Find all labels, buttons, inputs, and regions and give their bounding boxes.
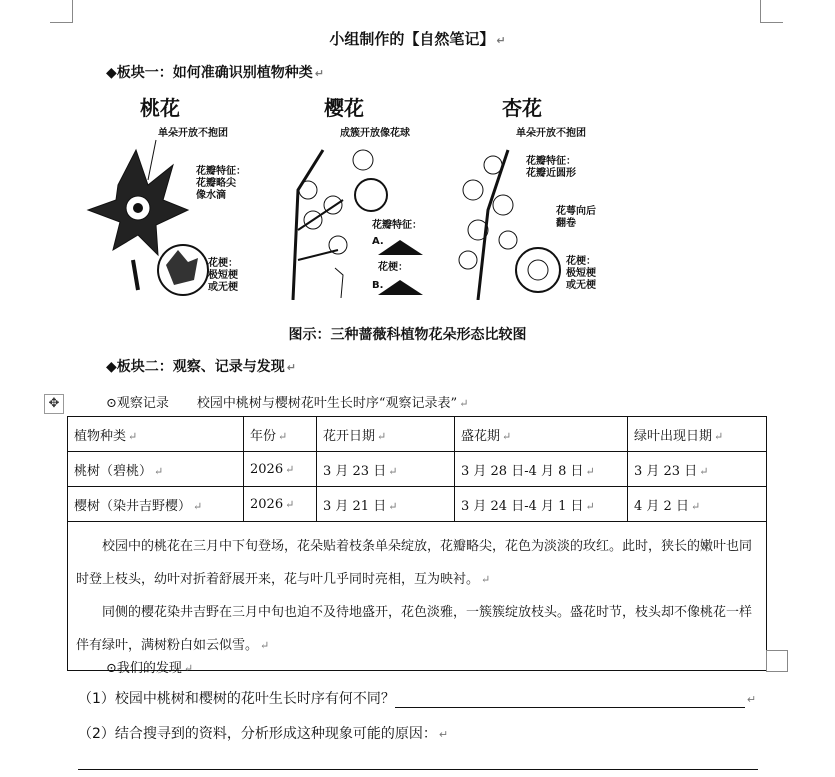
header-peak-bloom: 盛花期 ↵ [455, 417, 628, 452]
sakura-note-3b: B. [372, 280, 384, 291]
sakura-note-2a: A. [372, 236, 384, 247]
notes-paragraph-peach: 校园中的桃花在三月中下旬登场，花朵贴着枝条单朵绽放，花瓣略尖，花色为淡淡的玫红。此时，狭长的嫩叶也同时登上枝头，幼叶对折着舒展开来，花与叶几乎同时亮相，互为映衬。 ↵ [76, 539, 753, 587]
flower-comparison-figure [78, 90, 618, 305]
cell-bloom: 3 月 23 日 ↵ [317, 452, 455, 487]
sakura-flower-drawing [263, 130, 428, 300]
peach-note-3: 花梗： 极短梗 或无梗 [208, 258, 238, 293]
sakura-label: 樱花 [324, 96, 364, 120]
apricot-note-1: 单朵开放不抱团 [516, 128, 586, 139]
section1-heading: ◆板块一：如何准确识别植物种类 ↵ [106, 65, 324, 81]
notes-paragraph-sakura: 同侧的樱花染井吉野在三月中旬也迫不及待地盛开，花色淡雅，一簇簇绽放枝头。盛花时节，枝头却不像桃花一样伴有绿叶，满树粉白如云似雪。 ↵ [76, 605, 753, 653]
table-row [68, 487, 767, 522]
peach-flower-drawing [78, 130, 218, 300]
question-1: （1）校园中桃树和樱树的花叶生长时序有何不同？ ↵ [78, 691, 757, 707]
table-move-handle-icon[interactable]: ✥ [44, 394, 64, 414]
cell-plant: 桃树（碧桃） ↵ [68, 452, 244, 487]
observation-heading: ⊙观察记录 校园中桃树与樱树花叶生长时序“观察记录表” ↵ [106, 396, 469, 411]
apricot-note-2: 花瓣特征： 花瓣近圆形 [526, 156, 576, 179]
header-bloom-date: 花开日期 ↵ [317, 417, 455, 452]
observation-table [67, 416, 767, 671]
header-year: 年份 ↵ [244, 417, 317, 452]
peach-note-2: 花瓣特征： 花瓣略尖 像水滴 [196, 166, 246, 201]
cell-bloom: 3 月 21 日 ↵ [317, 487, 455, 522]
cell-peak: 3 月 28 日-4 月 8 日 ↵ [455, 452, 628, 487]
apricot-flower-drawing [448, 130, 568, 300]
cell-plant: 樱树（染井吉野樱） ↵ [68, 487, 244, 522]
answer-line-1[interactable] [395, 707, 745, 708]
header-leaf-date: 绿叶出现日期 ↵ [628, 417, 767, 452]
observation-notes-cell [68, 522, 767, 671]
sakura-note-3: 花梗： [378, 262, 408, 273]
peach-note-1: 单朵开放不抱团 [158, 128, 228, 139]
sakura-note-2: 花瓣特征： [372, 220, 422, 231]
cell-peak: 3 月 24 日-4 月 1 日 ↵ [455, 487, 628, 522]
document-title: 小组制作的【自然笔记】 ↵ [329, 30, 506, 48]
findings-heading: ⊙我们的发现 ↵ [106, 661, 194, 676]
cell-year: 2026 ↵ [244, 487, 317, 522]
sakura-note-1: 成簇开放像花球 [340, 128, 410, 139]
apricot-note-4: 花梗： 极短梗 或无梗 [566, 256, 596, 291]
table-row [68, 452, 767, 487]
cell-leaf: 4 月 2 日 ↵ [628, 487, 767, 522]
header-plant: 植物种类 ↵ [68, 417, 244, 452]
cell-leaf: 3 月 23 日 ↵ [628, 452, 767, 487]
table-header-row [68, 417, 767, 452]
figure-caption: 图示：三种蔷薇科植物花朵形态比较图 [288, 327, 527, 343]
cell-year: 2026 ↵ [244, 452, 317, 487]
peach-label: 桃花 [140, 96, 180, 120]
table-notes-row [68, 522, 767, 671]
answer-line-2[interactable] [78, 769, 758, 770]
crop-mark-top-left [50, 0, 73, 23]
question-2: （2）结合搜寻到的资料，分析形成这种现象可能的原因： ↵ [78, 726, 449, 742]
crop-mark-top-right [760, 0, 783, 23]
section2-heading: ◆板块二：观察、记录与发现 ↵ [106, 359, 296, 375]
apricot-note-3: 花萼向后 翻卷 [556, 206, 596, 229]
apricot-label: 杏花 [502, 96, 542, 120]
table-resize-handle[interactable] [766, 650, 788, 672]
